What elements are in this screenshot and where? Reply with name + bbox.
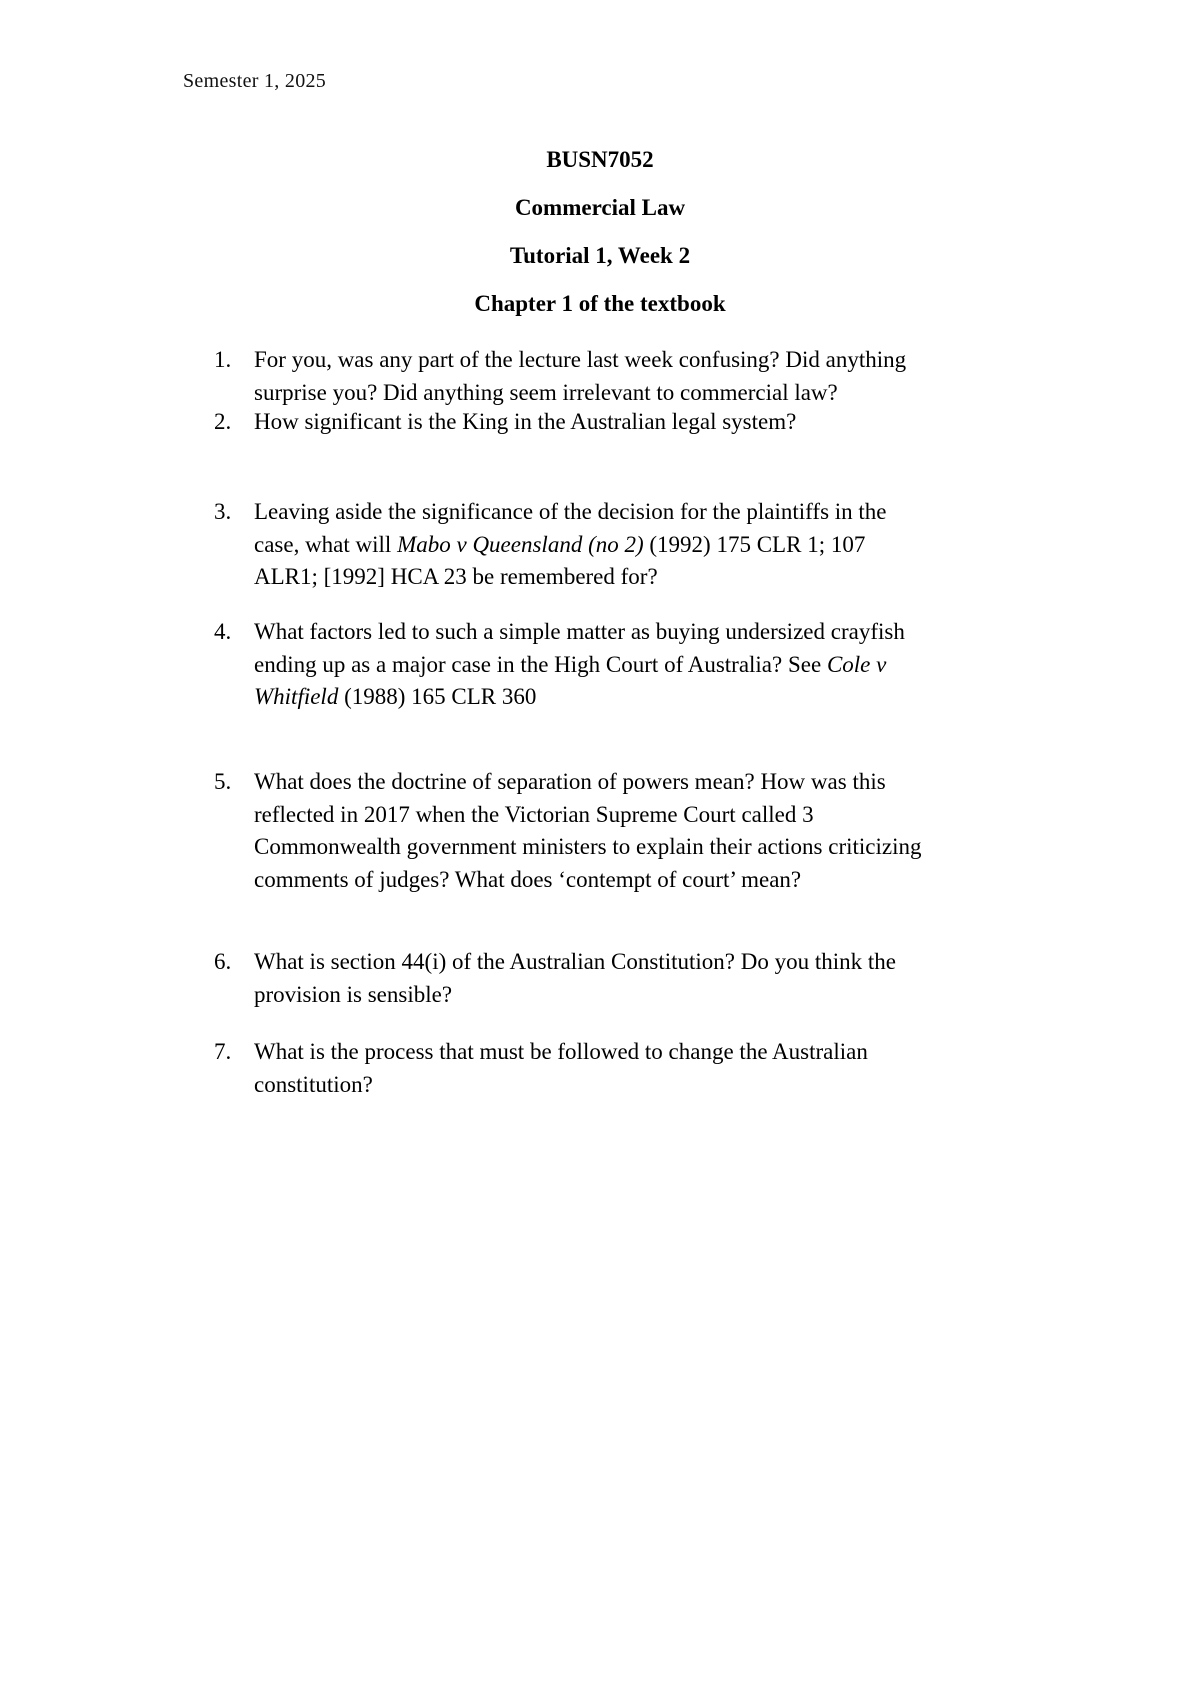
question-text-segment: (1988) 165 CLR 360 [338, 684, 537, 709]
question-text-line: What is the process that must be followed to change the Australian [254, 1039, 868, 1064]
question-text-segment: (1992) 175 CLR 1; 107 [643, 531, 866, 557]
question-5 [214, 766, 1054, 896]
question-number: 7. [214, 1039, 232, 1064]
question-3 [214, 496, 1054, 594]
question-text-segment: ending up as a major case in the High Court of Australia? See [254, 651, 827, 677]
question-text-segment: case, what will [254, 531, 398, 557]
question-text-line: ALR1; [1992] HCA 23 be remembered for? [254, 564, 658, 589]
course-name: Commercial Law [514, 195, 686, 220]
question-1 [214, 344, 1054, 409]
question-text-line: provision is sensible? [254, 981, 453, 1007]
chapter-title: Chapter 1 of the textbook [474, 291, 726, 316]
question-text-line [254, 649, 1054, 682]
question-text-line: surprise you? Did anything seem irrelevant to commercial law? [254, 379, 838, 405]
question-number: 5. [214, 769, 232, 794]
question-text-line [254, 529, 1054, 562]
question-6 [214, 946, 1054, 1011]
question-number: 1. [214, 347, 232, 372]
course-code: BUSN7052 [546, 147, 654, 172]
question-number: 2. [214, 409, 232, 434]
semester-header: Semester 1, 2025 [183, 70, 327, 92]
question-text-line: constitution? [254, 1071, 373, 1097]
question-text-line: Commonwealth government ministers to explain their actions criticizing [254, 834, 922, 859]
question-text-line: What does the doctrine of separation of powers mean? How was this [254, 769, 886, 794]
question-text-line: How significant is the King in the Australian legal system? [254, 409, 797, 434]
question-2 [214, 406, 1054, 439]
question-number: 4. [214, 619, 232, 644]
case-citation: Whitfield [254, 684, 339, 709]
question-number: 6. [214, 949, 232, 974]
question-text-line: reflected in 2017 when the Victorian Supreme Court called 3 [254, 801, 814, 827]
question-text-line: comments of judges? What does ‘contempt of court’ mean? [254, 866, 802, 892]
question-text-line: For you, was any part of the lecture last week confusing? Did anything [254, 347, 907, 372]
title-block [0, 148, 1200, 340]
question-text-line: What is section 44(i) of the Australian Constitution? Do you think the [254, 949, 896, 974]
tutorial-title: Tutorial 1, Week 2 [509, 243, 691, 268]
question-text-line: What factors led to such a simple matter as buying undersized crayfish [254, 619, 905, 644]
question-number: 3. [214, 499, 232, 524]
question-4 [214, 616, 1054, 714]
case-citation: Cole v [826, 651, 887, 677]
question-7 [214, 1036, 1054, 1101]
question-text-line [254, 681, 1054, 714]
case-citation: Mabo v Queensland (no 2) [397, 531, 644, 557]
question-text-line: Leaving aside the significance of the decision for the plaintiffs in the [254, 499, 887, 524]
